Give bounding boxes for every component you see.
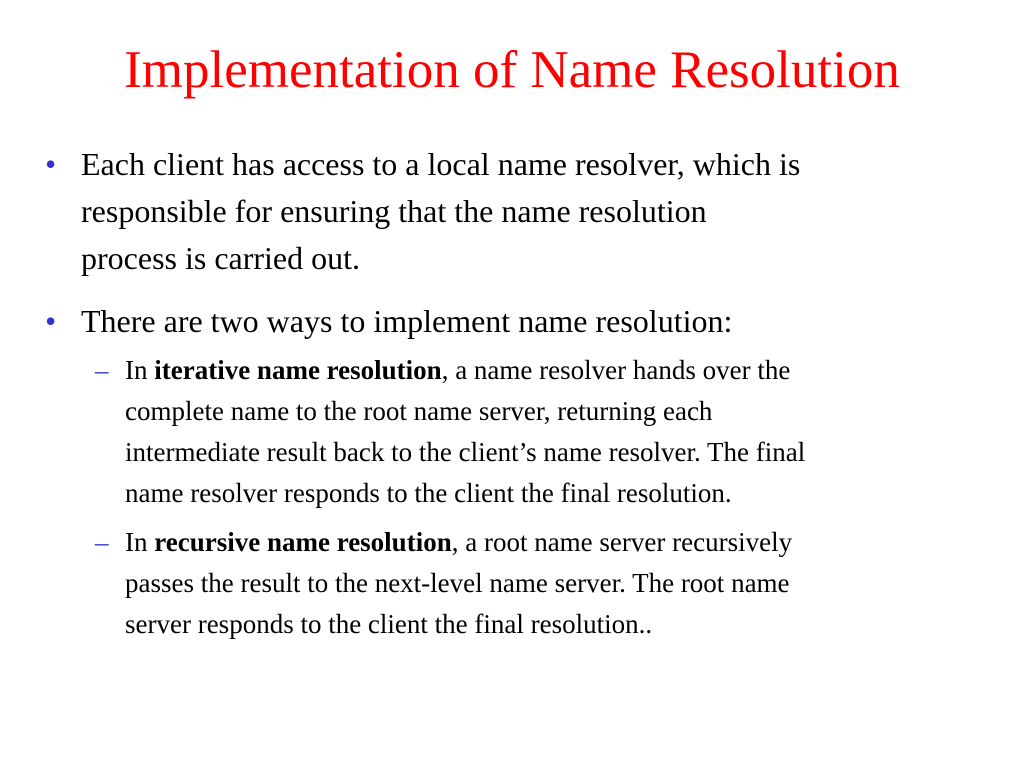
slide-title: Implementation of Name Resolution <box>124 41 900 99</box>
sub-bullet-term: iterative name resolution <box>154 355 442 385</box>
sub-bullet-rest: , a name resolver hands over the <box>441 355 791 385</box>
sub-bullet-line: passes the result to the next-level name server. The root name <box>125 568 790 598</box>
sub-bullet-marker: – <box>95 527 109 557</box>
sub-bullet-marker: – <box>95 355 109 385</box>
bullet-line: process is carried out. <box>81 240 361 276</box>
bullet-marker: • <box>45 146 57 182</box>
bullet-text <box>81 298 1005 345</box>
sub-bullet-line <box>125 350 995 391</box>
sub-bullet-line: name resolver responds to the client the final resolution. <box>125 478 732 508</box>
sub-bullet-item <box>95 350 995 514</box>
sub-bullet-line <box>125 522 995 563</box>
sub-bullet-term: recursive name resolution <box>154 527 452 557</box>
bullet-line: There are two ways to implement name resolution: <box>81 303 733 339</box>
bullet-text <box>81 141 1005 282</box>
sub-bullet-rest: , a root name server recursively <box>451 527 793 557</box>
bullet-item <box>45 298 1005 345</box>
sub-bullet-prefix: In <box>125 355 155 385</box>
sub-bullet-text <box>125 522 995 645</box>
bullet-line: responsible for ensuring that the name resolution <box>81 193 707 229</box>
sub-bullet-line: server responds to the client the final resolution.. <box>125 609 653 639</box>
sub-bullet-item <box>95 522 995 645</box>
sub-bullet-prefix: In <box>125 527 155 557</box>
bullet-marker: • <box>45 303 57 339</box>
sub-bullet-line: complete name to the root name server, returning each <box>125 396 713 426</box>
bullet-item <box>45 141 1005 282</box>
sub-bullet-text <box>125 350 995 514</box>
sub-bullet-line: intermediate result back to the client’s name resolver. The final <box>125 437 806 467</box>
bullet-line: Each client has access to a local name resolver, which is <box>81 146 801 182</box>
